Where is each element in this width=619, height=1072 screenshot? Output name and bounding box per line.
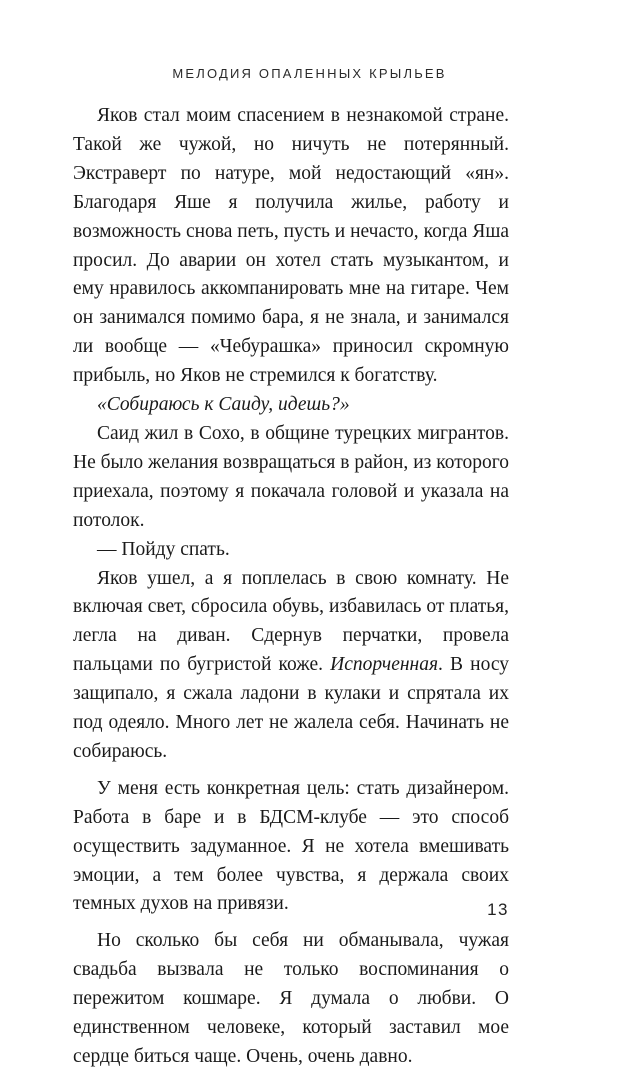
running-head: МЕЛОДИЯ ОПАЛЕННЫХ КРЫЛЬЕВ xyxy=(172,66,447,81)
paragraph-text: . В носу защипало, я сжала ладони в кулаки и спрятала их под одеяло. Много лет не жалела себя. Начинать не собираюсь. xyxy=(73,654,509,762)
paragraph: Но сколько бы себя ни обманывала, чужая свадьба вызвала не только воспоминания о пережитом кошмаре. Я думала о любви. О единственном человеке, который заставил мое сердце биться чаще. Очень, очень давно. xyxy=(73,930,509,1067)
paragraph xyxy=(73,565,509,767)
emphasized-word: Испорченная xyxy=(330,654,439,676)
paragraph: У меня есть конкретная цель: стать дизайнером. Работа в баре и в БДСМ-клубе — это способ осуществить задуманное. Я не хотела вмешивать эмоции, а тем более чувства, я держала своих темных духов на привязи. xyxy=(73,777,509,915)
body-text xyxy=(73,102,509,1072)
page-number: 13 xyxy=(487,900,509,919)
paragraph: Яков стал моим спасением в незнакомой стране. Такой же чужой, но ничуть не потерянный. Экстраверт по натуре, мой недостающий «ян». Благодаря Яше я получила жилье, работу и возможность снова петь, пусть и нечасто, когда Яша просил. До аварии он хотел стать музыкантом, и ему нравилось аккомпанировать мне на гитаре. Чем он занимался помимо бара, я не знала, и занимался ли вообще — «Чебурашка» приносил скромную прибыль, но Яков не стремился к богатству. xyxy=(73,105,509,387)
italic-paragraph: «Собираюсь к Саиду, идешь?» xyxy=(97,394,350,416)
dialogue-line: — Пойду спать. xyxy=(97,538,230,560)
paragraph: Саид жил в Сохо, в общине турецких мигрантов. Не было желания возвращаться в район, из которого приехала, поэтому я покачала головой и указала на потолок. xyxy=(73,422,509,531)
paragraph-text: Яков ушел, а я поплелась в свою комнату. Не включая свет, сбросила обувь, избавилась от платья, легла на диван. Сдернув перчатки, провела пальцами по бугристой коже. xyxy=(73,567,509,676)
